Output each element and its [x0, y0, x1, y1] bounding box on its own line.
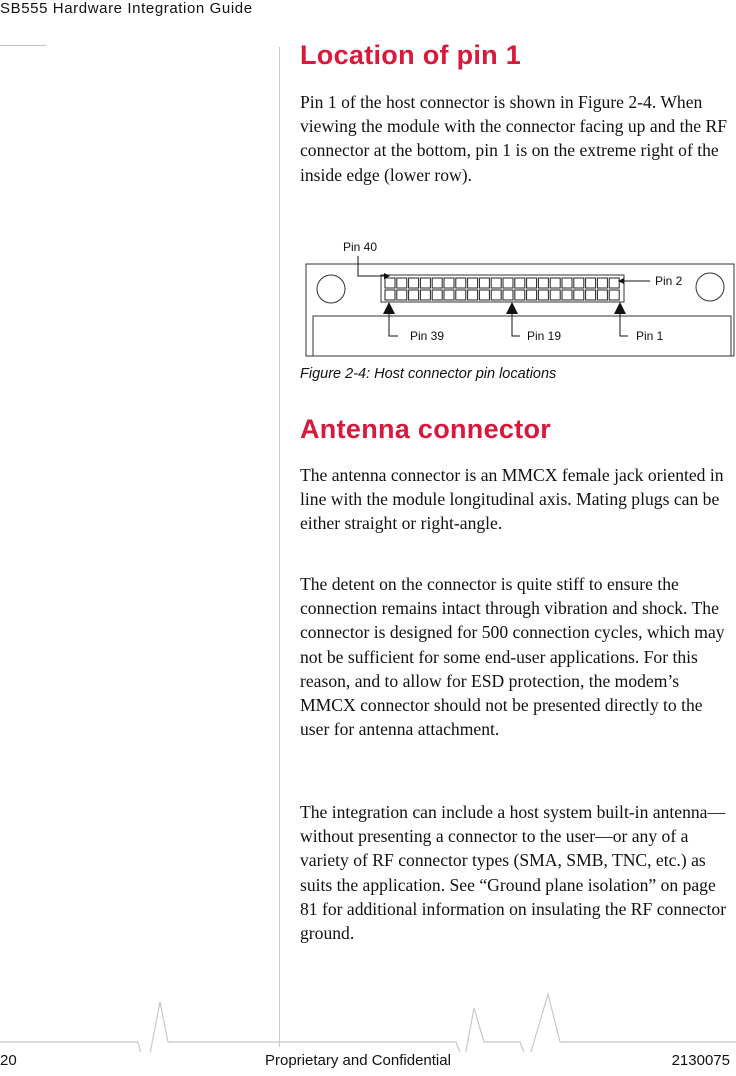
- connector-pin: [538, 290, 548, 300]
- connector-pin: [420, 290, 430, 300]
- connector-pin: [562, 278, 572, 288]
- connector-pin: [479, 278, 489, 288]
- connector-pin: [456, 290, 466, 300]
- footer-signal-graphic: [0, 990, 736, 1052]
- pin39-arrow: [383, 302, 395, 314]
- connector-pins: [385, 278, 619, 300]
- connector-pin: [503, 278, 513, 288]
- pin2-label: Pin 2: [655, 274, 683, 288]
- connector-pin: [550, 278, 560, 288]
- connector-pin: [538, 278, 548, 288]
- connector-pin: [586, 290, 596, 300]
- mounting-hole-right: [696, 273, 724, 301]
- connector-pin: [550, 290, 560, 300]
- connector-pin: [409, 278, 419, 288]
- antenna-paragraph-1: The antenna connector is an MMCX female jack oriented in line with the module longitudinal axis. Mating plugs can be either straight or right-angle.: [300, 465, 724, 534]
- pin1-paragraph: Pin 1 of the host connector is shown in Figure 2-4. When viewing the module with the connector facing up and the RF connector at the bottom, pin 1 is on the extreme right of the inside edge (lower row).: [300, 92, 728, 185]
- pin19-arrow: [506, 302, 518, 314]
- pin19-label: Pin 19: [527, 329, 562, 343]
- connector-diagram: [300, 234, 736, 360]
- connector-pin: [385, 290, 395, 300]
- pin1-arrow: [614, 302, 626, 314]
- pin40-label: Pin 40: [343, 240, 378, 254]
- connector-pin: [515, 290, 525, 300]
- connector-pin: [515, 278, 525, 288]
- antenna-paragraph-3: The integration can include a host system built-in antenna—without presenting a connector to the user—or any of a variety of RF connector types (SMA, SMB, TNC, etc.) as suits the application. See “Ground plane isolation” on page 81 for additional information on insulating the RF connector ground.: [300, 802, 727, 944]
- antenna-paragraph-2: The detent on the connector is quite stiff to ensure the connection remains intact through vibration and shock. The connector is designed for 500 connection cycles, which may not be sufficient for some end-user applications. For this reason, and to allow for ESD protection, the modem’s MMCX connector should not be presented directly to the user for antenna attachment.: [300, 574, 725, 740]
- figure-caption: Figure 2-4: Host connector pin locations: [300, 366, 557, 382]
- section-heading-pin1: Location of pin 1: [300, 40, 522, 70]
- footer-waveform: [0, 994, 736, 1052]
- connector-pin: [385, 278, 395, 288]
- connector-pin: [597, 290, 607, 300]
- connector-pin: [444, 278, 454, 288]
- host-connector-figure: [300, 234, 736, 365]
- document-number: 2130075: [671, 1052, 730, 1069]
- connector-pin: [468, 278, 478, 288]
- mounting-hole-left: [317, 275, 345, 303]
- connector-pin: [597, 278, 607, 288]
- connector-pin: [503, 290, 513, 300]
- connector-pin: [491, 290, 501, 300]
- pin1-label: Pin 1: [636, 329, 664, 343]
- connector-pin: [491, 278, 501, 288]
- connector-pin: [456, 278, 466, 288]
- connector-pin: [586, 278, 596, 288]
- connector-pin: [609, 290, 619, 300]
- connector-pin: [562, 290, 572, 300]
- connector-pin: [444, 290, 454, 300]
- connector-pin: [432, 278, 442, 288]
- header-rule: [0, 45, 46, 46]
- connector-pin: [432, 290, 442, 300]
- margin-rule: [279, 47, 280, 1047]
- connector-pin: [479, 290, 489, 300]
- connector-pin: [420, 278, 430, 288]
- connector-pin: [527, 278, 537, 288]
- section-heading-antenna: Antenna connector: [300, 414, 552, 444]
- pin40-leader: [358, 256, 384, 276]
- running-header: SB555 Hardware Integration Guide: [0, 0, 253, 17]
- connector-pin: [574, 278, 584, 288]
- page-number: 20: [0, 1052, 17, 1069]
- connector-pin: [527, 290, 537, 300]
- connector-pin: [397, 278, 407, 288]
- connector-pin: [397, 290, 407, 300]
- connector-pin: [574, 290, 584, 300]
- pin39-label: Pin 39: [410, 329, 445, 343]
- confidential-notice: Proprietary and Confidential: [265, 1052, 451, 1069]
- module-inner-edge: [313, 316, 731, 356]
- connector-pin: [609, 278, 619, 288]
- connector-pin: [409, 290, 419, 300]
- connector-pin: [468, 290, 478, 300]
